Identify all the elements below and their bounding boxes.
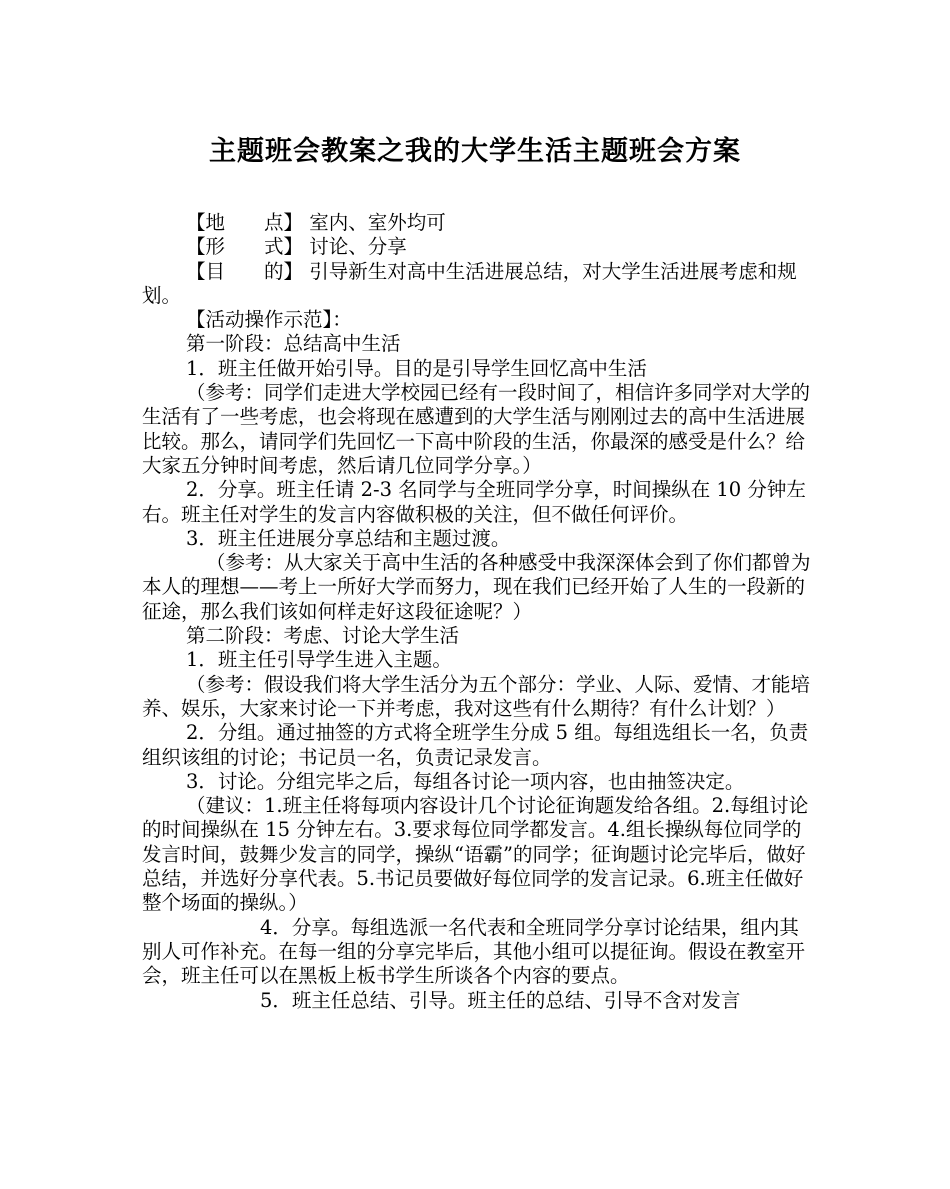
paragraph-stage-two-step-3: 3．讨论。分组完毕之后，每组各讨论一项内容，也由抽签决定。	[186, 769, 745, 793]
document-body	[142, 211, 814, 1013]
paragraph-stage-one-step-1: 1．班主任做开始引导。目的是引导学生回忆高中生活	[186, 356, 647, 380]
paragraph-stage-two-step-5: 5．班主任总结、引导。班主任的总结、引导不含对发言	[260, 988, 741, 1012]
paragraph-format: 【形 式】 讨论、分享	[186, 235, 407, 259]
paragraph-stage-two-reference: （参考：假设我们将大学生活分为五个部分：学业、人际、爱情、才能培养、娱乐，大家来讨论一下并考虑，我对这些有什么期待？有什么计划？）	[142, 672, 811, 720]
paragraph-stage-one-step-2: 2．分享。班主任请 2-3 名同学与全班同学分享，时间操纵在 10 分钟左右。班主任对学生的发言内容做积极的关注，但不做任何评价。	[142, 478, 806, 526]
paragraph-stage-one-reference-2: （参考：从大家关于高中生活的各种感受中我深深体会到了你们都曾为本人的理想——考上一所好大学而努力，现在我们已经开始了人生的一段新的征途，那么我们该如何样走好这段征途呢？）	[142, 551, 811, 623]
paragraph-stage-one-step-3: 3．班主任进展分享总结和主题过渡。	[186, 526, 511, 550]
paragraph-stage-two-step-1: 1．班主任引导学生进入主题。	[186, 648, 452, 672]
paragraph-stage-two-step-4: 4．分享。每组选派一名代表和全班同学分享讨论结果，组内其别人可作补充。在每一组的分享完毕后，其他小组可以提征询。假设在教室开会，班主任可以在黑板上板书学生所谈各个内容的要点。	[142, 915, 806, 988]
paragraph-stage-two-suggestion: （建议：1.班主任将每项内容设计几个讨论征询题发给各组。2.每组讨论的时间操纵在 15 分钟左右。3.要求每位同学都发言。4.组长操纵每位同学的发言时间，鼓舞少发言的同学，操纵“语霸”的同学；征询题讨论完毕后，做好总结，并选好分享代表。5.书记员要做好每位同学的发言记录。6.班主任做好整个场面的操纵。）	[142, 794, 809, 915]
paragraph-purpose: 【目 的】 引导新生对高中生活进展总结，对大学生活进展考虑和规划。	[142, 259, 797, 307]
paragraph-stage-one-reference-1: （参考：同学们走进大学校园已经有一段时间了，相信许多同学对大学的生活有了一些考虑，也会将现在感遭到的大学生活与刚刚过去的高中生活进展比较。那么，请同学们先回忆一下高中阶段的生活，你最深的感受是什么？给大家五分钟时间考虑，然后请几位同学分享。）	[142, 381, 811, 477]
paragraph-stage-one: 第一阶段：总结高中生活	[186, 332, 401, 356]
paragraph-stage-two: 第二阶段：考虑、讨论大学生活	[186, 624, 460, 648]
paragraph-location: 【地 点】 室内、室外均可	[186, 211, 446, 234]
paragraph-activity-heading: 【活动操作示范】：	[186, 308, 352, 332]
document-title: 主题班会教案之我的大学生活主题班会方案	[209, 136, 741, 167]
paragraph-stage-two-step-2: 2．分组。通过抽签的方式将全班学生分成 5 组。每组选组长一名，负责组织该组的讨论；书记员一名，负责记录发言。	[142, 721, 809, 769]
